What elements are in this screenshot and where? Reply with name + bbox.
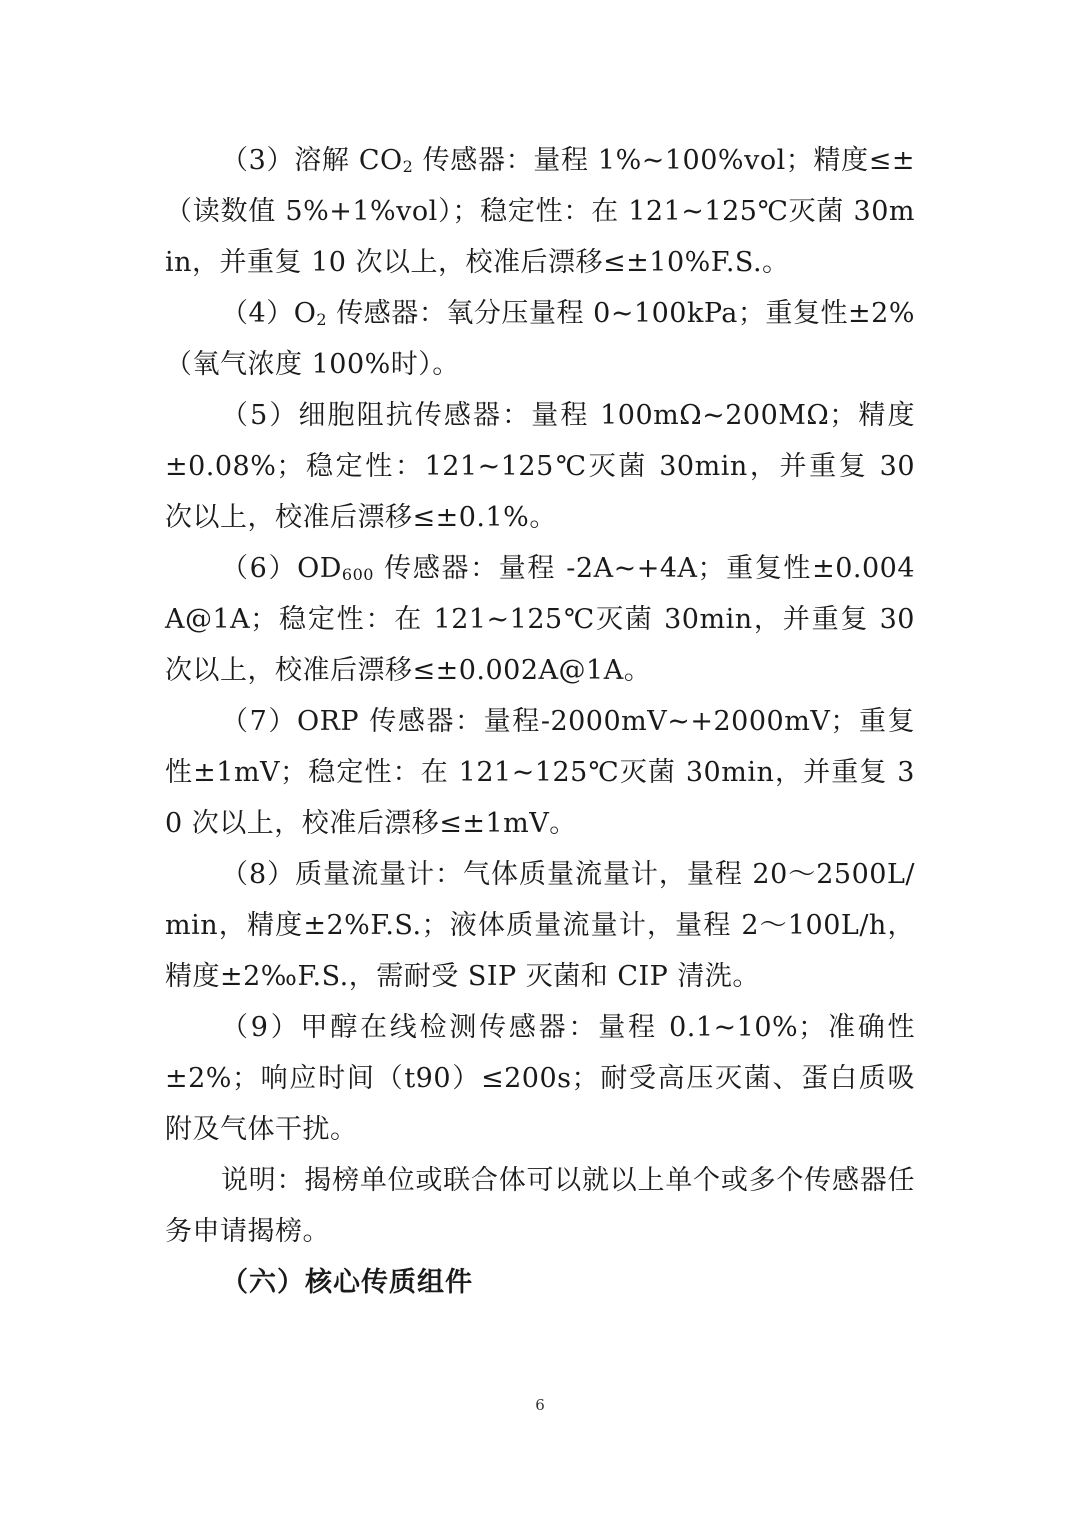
paragraph-note: 说明：揭榜单位或联合体可以就以上单个或多个传感器任务申请揭榜。	[165, 1165, 915, 1247]
paragraph-o2-sensor: $(4)O_2$ 传感器：氧分压量程 0~100kPa；重复性±2%（氧气浓度 100%时）。	[165, 298, 915, 380]
paragraph-methanol-sensor: （9）甲醇在线检测传感器：量程 0.1~10%；准确性±2%；响应时间（t90）≤200s；耐受高压灭菌、蛋白质吸附及气体干扰。	[165, 1012, 915, 1145]
paragraph-od600-sensor: $(6)OD_{600}$ 传感器：量程 -2A~+4A；重复性±0.004A@1A；稳定性：在 121~125℃灭菌 30min，并重复 30 次以上，校准后漂移≤±0.002A@1A。	[165, 553, 915, 686]
paragraph-mass-flow-meter: （8）质量流量计：气体质量流量计，量程 20～2500L/min，精度±2%F.S.；液体质量流量计，量程 2～100L/h，精度±2‰F.S.，需耐受 SIP 灭菌和 CIP 清洗。	[165, 859, 915, 992]
paragraph-orp-sensor: （7）ORP 传感器：量程-2000mV~+2000mV；重复性±1mV；稳定性：在 121~125℃灭菌 30min，并重复 30 次以上，校准后漂移≤±1mV。	[165, 706, 915, 839]
paragraph-co2-sensor: （3）溶解 $CO_2$ 传感器：量程 1%~100%vol；精度≤±（读数值 5%+1%vol）；稳定性：在 121~125℃灭菌 30min，并重复 10 次以上，校准后漂移≤±10%F.S.。	[165, 145, 916, 278]
paragraph-cell-impedance-sensor: （5）细胞阻抗传感器：量程 100mΩ~200MΩ；精度±0.08%；稳定性：121~125℃灭菌 30min，并重复 30 次以上，校准后漂移≤±0.1%。	[165, 400, 915, 533]
section-heading: （六）核心传质组件	[221, 1267, 473, 1298]
page-number: 6	[535, 1396, 545, 1414]
document-body	[165, 135, 915, 1308]
